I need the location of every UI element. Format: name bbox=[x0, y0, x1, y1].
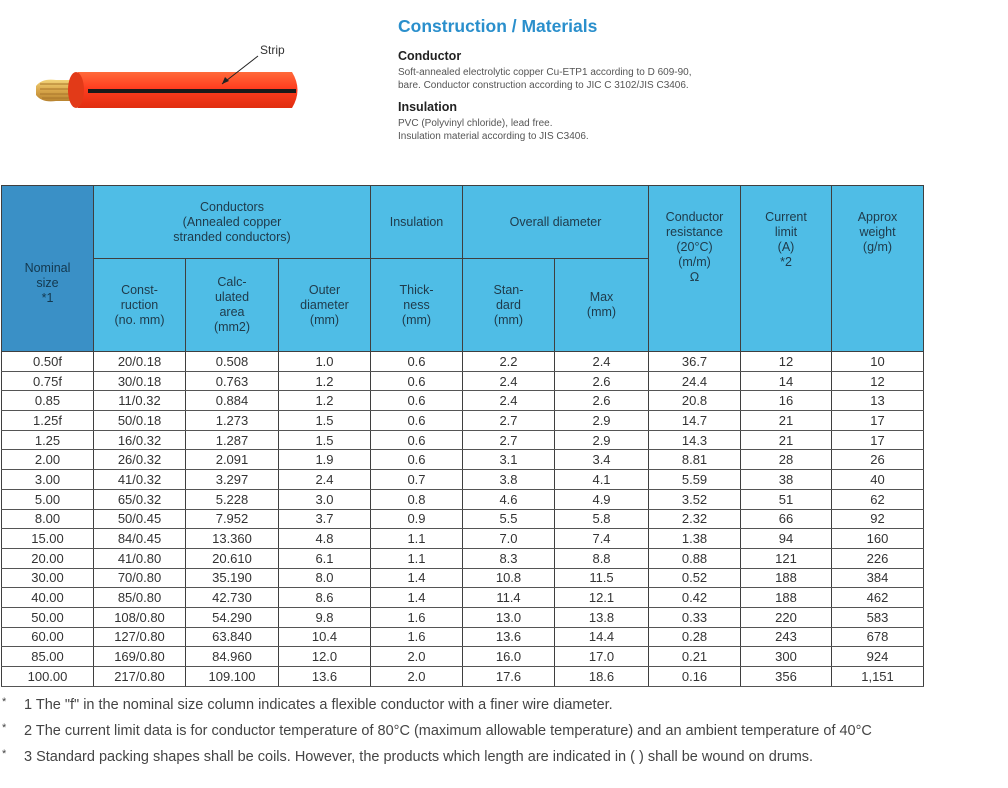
table-row bbox=[2, 411, 924, 431]
cell-resistance: 14.7 bbox=[649, 411, 741, 431]
cell-construction: 70/0.80 bbox=[94, 568, 186, 588]
section-title: Construction / Materials bbox=[398, 16, 598, 36]
cell-thickness: 1.4 bbox=[371, 568, 463, 588]
cell-construction: 108/0.80 bbox=[94, 607, 186, 627]
cell-construction: 30/0.18 bbox=[94, 371, 186, 391]
cell-resistance: 2.32 bbox=[649, 509, 741, 529]
cell-calculated-area: 35.190 bbox=[186, 568, 279, 588]
cell-calculated-area: 5.228 bbox=[186, 489, 279, 509]
cell-standard: 3.8 bbox=[463, 470, 555, 490]
cell-standard: 2.2 bbox=[463, 352, 555, 372]
cell-standard: 10.8 bbox=[463, 568, 555, 588]
cell-outer-diameter: 1.2 bbox=[279, 391, 371, 411]
cell-current-limit: 28 bbox=[741, 450, 832, 470]
cell-max: 4.1 bbox=[555, 470, 649, 490]
cell-standard: 2.7 bbox=[463, 430, 555, 450]
cell-construction: 85/0.80 bbox=[94, 588, 186, 608]
cell-approx-weight: 12 bbox=[832, 371, 924, 391]
cell-current-limit: 356 bbox=[741, 667, 832, 687]
cell-current-limit: 51 bbox=[741, 489, 832, 509]
header-calculated-area: Calc- ulated area (mm2) bbox=[186, 259, 279, 352]
table-row bbox=[2, 430, 924, 450]
cell-approx-weight: 462 bbox=[832, 588, 924, 608]
cell-resistance: 8.81 bbox=[649, 450, 741, 470]
table-row bbox=[2, 391, 924, 411]
cell-nominal-size: 2.00 bbox=[2, 450, 94, 470]
cell-thickness: 0.6 bbox=[371, 450, 463, 470]
cell-current-limit: 220 bbox=[741, 607, 832, 627]
cell-construction: 127/0.80 bbox=[94, 627, 186, 647]
cell-standard: 4.6 bbox=[463, 489, 555, 509]
cell-nominal-size: 0.75f bbox=[2, 371, 94, 391]
conductor-block bbox=[398, 49, 998, 92]
cell-approx-weight: 583 bbox=[832, 607, 924, 627]
cell-approx-weight: 17 bbox=[832, 430, 924, 450]
cell-resistance: 1.38 bbox=[649, 529, 741, 549]
header-approx-weight: Approx weight (g/m) bbox=[832, 186, 924, 352]
cell-resistance: 36.7 bbox=[649, 352, 741, 372]
cell-calculated-area: 3.297 bbox=[186, 470, 279, 490]
cell-max: 8.8 bbox=[555, 548, 649, 568]
cell-approx-weight: 226 bbox=[832, 548, 924, 568]
table-row bbox=[2, 470, 924, 490]
cable-illustration bbox=[0, 0, 340, 170]
cell-outer-diameter: 1.5 bbox=[279, 411, 371, 431]
cell-resistance: 0.52 bbox=[649, 568, 741, 588]
cell-current-limit: 188 bbox=[741, 588, 832, 608]
cell-calculated-area: 7.952 bbox=[186, 509, 279, 529]
insulation-heading: Insulation bbox=[398, 100, 458, 114]
cell-nominal-size: 30.00 bbox=[2, 568, 94, 588]
cell-nominal-size: 1.25 bbox=[2, 430, 94, 450]
cell-construction: 84/0.45 bbox=[94, 529, 186, 549]
footnote-text: 2 The current limit data is for conductor temperature of 80°C (maximum allowable temperature) and an ambient temperature of 40°C bbox=[24, 723, 872, 739]
cell-standard: 3.1 bbox=[463, 450, 555, 470]
cell-thickness: 0.6 bbox=[371, 371, 463, 391]
header-insulation: Insulation bbox=[371, 186, 463, 259]
cell-construction: 11/0.32 bbox=[94, 391, 186, 411]
cell-calculated-area: 20.610 bbox=[186, 548, 279, 568]
cell-outer-diameter: 9.8 bbox=[279, 607, 371, 627]
cell-resistance: 20.8 bbox=[649, 391, 741, 411]
insulation-line-2: Insulation material according to JIS C3406. bbox=[398, 131, 589, 142]
cell-current-limit: 300 bbox=[741, 647, 832, 667]
conductor-line-1: Soft-annealed electrolytic copper Cu-ETP1 according to D 609-90, bbox=[398, 67, 692, 78]
header-conductors: Conductors (Annealed copper stranded conductors) bbox=[94, 186, 371, 259]
cell-outer-diameter: 10.4 bbox=[279, 627, 371, 647]
cell-nominal-size: 5.00 bbox=[2, 489, 94, 509]
cell-resistance: 3.52 bbox=[649, 489, 741, 509]
cell-outer-diameter: 1.2 bbox=[279, 371, 371, 391]
cell-approx-weight: 10 bbox=[832, 352, 924, 372]
table-row bbox=[2, 548, 924, 568]
cell-current-limit: 94 bbox=[741, 529, 832, 549]
cell-construction: 41/0.32 bbox=[94, 470, 186, 490]
cell-max: 5.8 bbox=[555, 509, 649, 529]
cell-standard: 13.0 bbox=[463, 607, 555, 627]
cell-resistance: 14.3 bbox=[649, 430, 741, 450]
cell-calculated-area: 109.100 bbox=[186, 667, 279, 687]
cell-construction: 16/0.32 bbox=[94, 430, 186, 450]
table-row bbox=[2, 667, 924, 687]
cell-approx-weight: 384 bbox=[832, 568, 924, 588]
cell-outer-diameter: 13.6 bbox=[279, 667, 371, 687]
cell-approx-weight: 62 bbox=[832, 489, 924, 509]
cell-approx-weight: 678 bbox=[832, 627, 924, 647]
cell-nominal-size: 15.00 bbox=[2, 529, 94, 549]
cell-approx-weight: 13 bbox=[832, 391, 924, 411]
construction-section bbox=[398, 16, 998, 151]
cell-construction: 41/0.80 bbox=[94, 548, 186, 568]
cell-outer-diameter: 12.0 bbox=[279, 647, 371, 667]
footnote-2 bbox=[2, 720, 1008, 746]
cell-standard: 11.4 bbox=[463, 588, 555, 608]
cell-thickness: 1.6 bbox=[371, 607, 463, 627]
cell-thickness: 1.6 bbox=[371, 627, 463, 647]
table-row bbox=[2, 627, 924, 647]
cell-nominal-size: 85.00 bbox=[2, 647, 94, 667]
cell-thickness: 0.9 bbox=[371, 509, 463, 529]
header-construction: Const- ruction (no. mm) bbox=[94, 259, 186, 352]
header-standard: Stan- dard (mm) bbox=[463, 259, 555, 352]
cell-nominal-size: 3.00 bbox=[2, 470, 94, 490]
strip-line bbox=[88, 89, 296, 93]
cell-nominal-size: 0.50f bbox=[2, 352, 94, 372]
cell-calculated-area: 13.360 bbox=[186, 529, 279, 549]
cell-max: 18.6 bbox=[555, 667, 649, 687]
table-row bbox=[2, 588, 924, 608]
cell-thickness: 1.1 bbox=[371, 529, 463, 549]
cell-thickness: 0.6 bbox=[371, 391, 463, 411]
cell-thickness: 0.6 bbox=[371, 430, 463, 450]
table-row bbox=[2, 489, 924, 509]
cell-max: 4.9 bbox=[555, 489, 649, 509]
cell-thickness: 2.0 bbox=[371, 667, 463, 687]
cell-standard: 17.6 bbox=[463, 667, 555, 687]
cell-nominal-size: 1.25f bbox=[2, 411, 94, 431]
table-row bbox=[2, 371, 924, 391]
cell-calculated-area: 54.290 bbox=[186, 607, 279, 627]
cell-construction: 20/0.18 bbox=[94, 352, 186, 372]
cell-max: 2.9 bbox=[555, 411, 649, 431]
cell-calculated-area: 0.763 bbox=[186, 371, 279, 391]
cell-current-limit: 21 bbox=[741, 411, 832, 431]
cell-current-limit: 38 bbox=[741, 470, 832, 490]
cell-approx-weight: 26 bbox=[832, 450, 924, 470]
cell-approx-weight: 1,151 bbox=[832, 667, 924, 687]
cell-calculated-area: 42.730 bbox=[186, 588, 279, 608]
table-body bbox=[2, 352, 924, 687]
cell-max: 3.4 bbox=[555, 450, 649, 470]
cell-construction: 50/0.45 bbox=[94, 509, 186, 529]
cell-thickness: 1.1 bbox=[371, 548, 463, 568]
cell-construction: 50/0.18 bbox=[94, 411, 186, 431]
insulation-description bbox=[398, 117, 998, 143]
cell-calculated-area: 0.884 bbox=[186, 391, 279, 411]
cell-current-limit: 121 bbox=[741, 548, 832, 568]
cell-resistance: 0.21 bbox=[649, 647, 741, 667]
cell-nominal-size: 20.00 bbox=[2, 548, 94, 568]
cell-outer-diameter: 3.0 bbox=[279, 489, 371, 509]
insulation-line-1: PVC (Polyvinyl chloride), lead free. bbox=[398, 118, 553, 129]
cell-current-limit: 14 bbox=[741, 371, 832, 391]
cell-thickness: 1.4 bbox=[371, 588, 463, 608]
cell-max: 2.6 bbox=[555, 391, 649, 411]
cell-thickness: 2.0 bbox=[371, 647, 463, 667]
cell-outer-diameter: 8.0 bbox=[279, 568, 371, 588]
header-current-limit: Current limit (A) *2 bbox=[741, 186, 832, 352]
cell-nominal-size: 40.00 bbox=[2, 588, 94, 608]
cell-thickness: 0.8 bbox=[371, 489, 463, 509]
cell-calculated-area: 1.273 bbox=[186, 411, 279, 431]
cell-resistance: 5.59 bbox=[649, 470, 741, 490]
cell-calculated-area: 1.287 bbox=[186, 430, 279, 450]
footnote-text: 3 Standard packing shapes shall be coils. However, the products which length are indicated in ( ) shall be wound on drums. bbox=[24, 749, 814, 765]
cell-approx-weight: 40 bbox=[832, 470, 924, 490]
cell-nominal-size: 60.00 bbox=[2, 627, 94, 647]
cell-current-limit: 12 bbox=[741, 352, 832, 372]
cell-approx-weight: 92 bbox=[832, 509, 924, 529]
cell-outer-diameter: 1.9 bbox=[279, 450, 371, 470]
table-row bbox=[2, 568, 924, 588]
table-row bbox=[2, 352, 924, 372]
cell-outer-diameter: 6.1 bbox=[279, 548, 371, 568]
cell-resistance: 0.28 bbox=[649, 627, 741, 647]
cell-standard: 2.7 bbox=[463, 411, 555, 431]
footnote-marker: * bbox=[2, 748, 7, 760]
table-row bbox=[2, 450, 924, 470]
cell-resistance: 0.16 bbox=[649, 667, 741, 687]
footnote-1 bbox=[2, 694, 1008, 720]
cell-standard: 5.5 bbox=[463, 509, 555, 529]
cell-current-limit: 66 bbox=[741, 509, 832, 529]
cell-standard: 16.0 bbox=[463, 647, 555, 667]
cell-standard: 8.3 bbox=[463, 548, 555, 568]
cell-approx-weight: 924 bbox=[832, 647, 924, 667]
cell-max: 2.6 bbox=[555, 371, 649, 391]
cell-thickness: 0.6 bbox=[371, 352, 463, 372]
cell-outer-diameter: 8.6 bbox=[279, 588, 371, 608]
header-thickness: Thick- ness (mm) bbox=[371, 259, 463, 352]
cell-outer-diameter: 3.7 bbox=[279, 509, 371, 529]
cell-max: 12.1 bbox=[555, 588, 649, 608]
cell-outer-diameter: 1.0 bbox=[279, 352, 371, 372]
cell-nominal-size: 8.00 bbox=[2, 509, 94, 529]
header-overall-diameter: Overall diameter bbox=[463, 186, 649, 259]
cell-nominal-size: 100.00 bbox=[2, 667, 94, 687]
conductor-heading: Conductor bbox=[398, 49, 462, 63]
cell-construction: 169/0.80 bbox=[94, 647, 186, 667]
cell-max: 13.8 bbox=[555, 607, 649, 627]
cell-max: 14.4 bbox=[555, 627, 649, 647]
cell-construction: 217/0.80 bbox=[94, 667, 186, 687]
header-nominal-size: Nominal size *1 bbox=[2, 186, 94, 352]
cell-nominal-size: 0.85 bbox=[2, 391, 94, 411]
cell-max: 7.4 bbox=[555, 529, 649, 549]
cell-resistance: 24.4 bbox=[649, 371, 741, 391]
cell-outer-diameter: 1.5 bbox=[279, 430, 371, 450]
cell-calculated-area: 63.840 bbox=[186, 627, 279, 647]
cell-standard: 2.4 bbox=[463, 371, 555, 391]
cell-thickness: 0.7 bbox=[371, 470, 463, 490]
cell-nominal-size: 50.00 bbox=[2, 607, 94, 627]
footnotes bbox=[2, 694, 1008, 772]
cell-thickness: 0.6 bbox=[371, 411, 463, 431]
footnote-marker: * bbox=[2, 696, 7, 708]
header-max: Max (mm) bbox=[555, 259, 649, 352]
cell-current-limit: 188 bbox=[741, 568, 832, 588]
cell-approx-weight: 160 bbox=[832, 529, 924, 549]
specification-table bbox=[1, 185, 924, 687]
conductor-description bbox=[398, 66, 998, 92]
cell-max: 2.9 bbox=[555, 430, 649, 450]
strip-label: Strip bbox=[260, 43, 285, 57]
header-outer-diameter: Outer diameter (mm) bbox=[279, 259, 371, 352]
cell-max: 11.5 bbox=[555, 568, 649, 588]
footnote-3 bbox=[2, 746, 1008, 772]
insulation-block bbox=[398, 100, 998, 143]
conductor-line-2: bare. Conductor construction according to JIC C 3102/JIS C3406. bbox=[398, 80, 689, 91]
footnote-text: 1 The "f" in the nominal size column indicates a flexible conductor with a finer wire diameter. bbox=[24, 697, 613, 713]
cell-construction: 26/0.32 bbox=[94, 450, 186, 470]
cell-max: 2.4 bbox=[555, 352, 649, 372]
cell-current-limit: 243 bbox=[741, 627, 832, 647]
table-row bbox=[2, 647, 924, 667]
cell-resistance: 0.88 bbox=[649, 548, 741, 568]
cell-outer-diameter: 2.4 bbox=[279, 470, 371, 490]
cell-resistance: 0.33 bbox=[649, 607, 741, 627]
cell-approx-weight: 17 bbox=[832, 411, 924, 431]
table-row bbox=[2, 607, 924, 627]
cell-calculated-area: 2.091 bbox=[186, 450, 279, 470]
cell-construction: 65/0.32 bbox=[94, 489, 186, 509]
cell-outer-diameter: 4.8 bbox=[279, 529, 371, 549]
cell-max: 17.0 bbox=[555, 647, 649, 667]
cell-calculated-area: 0.508 bbox=[186, 352, 279, 372]
cell-current-limit: 16 bbox=[741, 391, 832, 411]
cell-standard: 13.6 bbox=[463, 627, 555, 647]
cell-standard: 2.4 bbox=[463, 391, 555, 411]
header-conductor-resistance: Conductor resistance (20°C) (m/m) Ω bbox=[649, 186, 741, 352]
cell-standard: 7.0 bbox=[463, 529, 555, 549]
cell-current-limit: 21 bbox=[741, 430, 832, 450]
cell-resistance: 0.42 bbox=[649, 588, 741, 608]
footnote-marker: * bbox=[2, 722, 7, 734]
table-row bbox=[2, 529, 924, 549]
table-row bbox=[2, 509, 924, 529]
cell-calculated-area: 84.960 bbox=[186, 647, 279, 667]
